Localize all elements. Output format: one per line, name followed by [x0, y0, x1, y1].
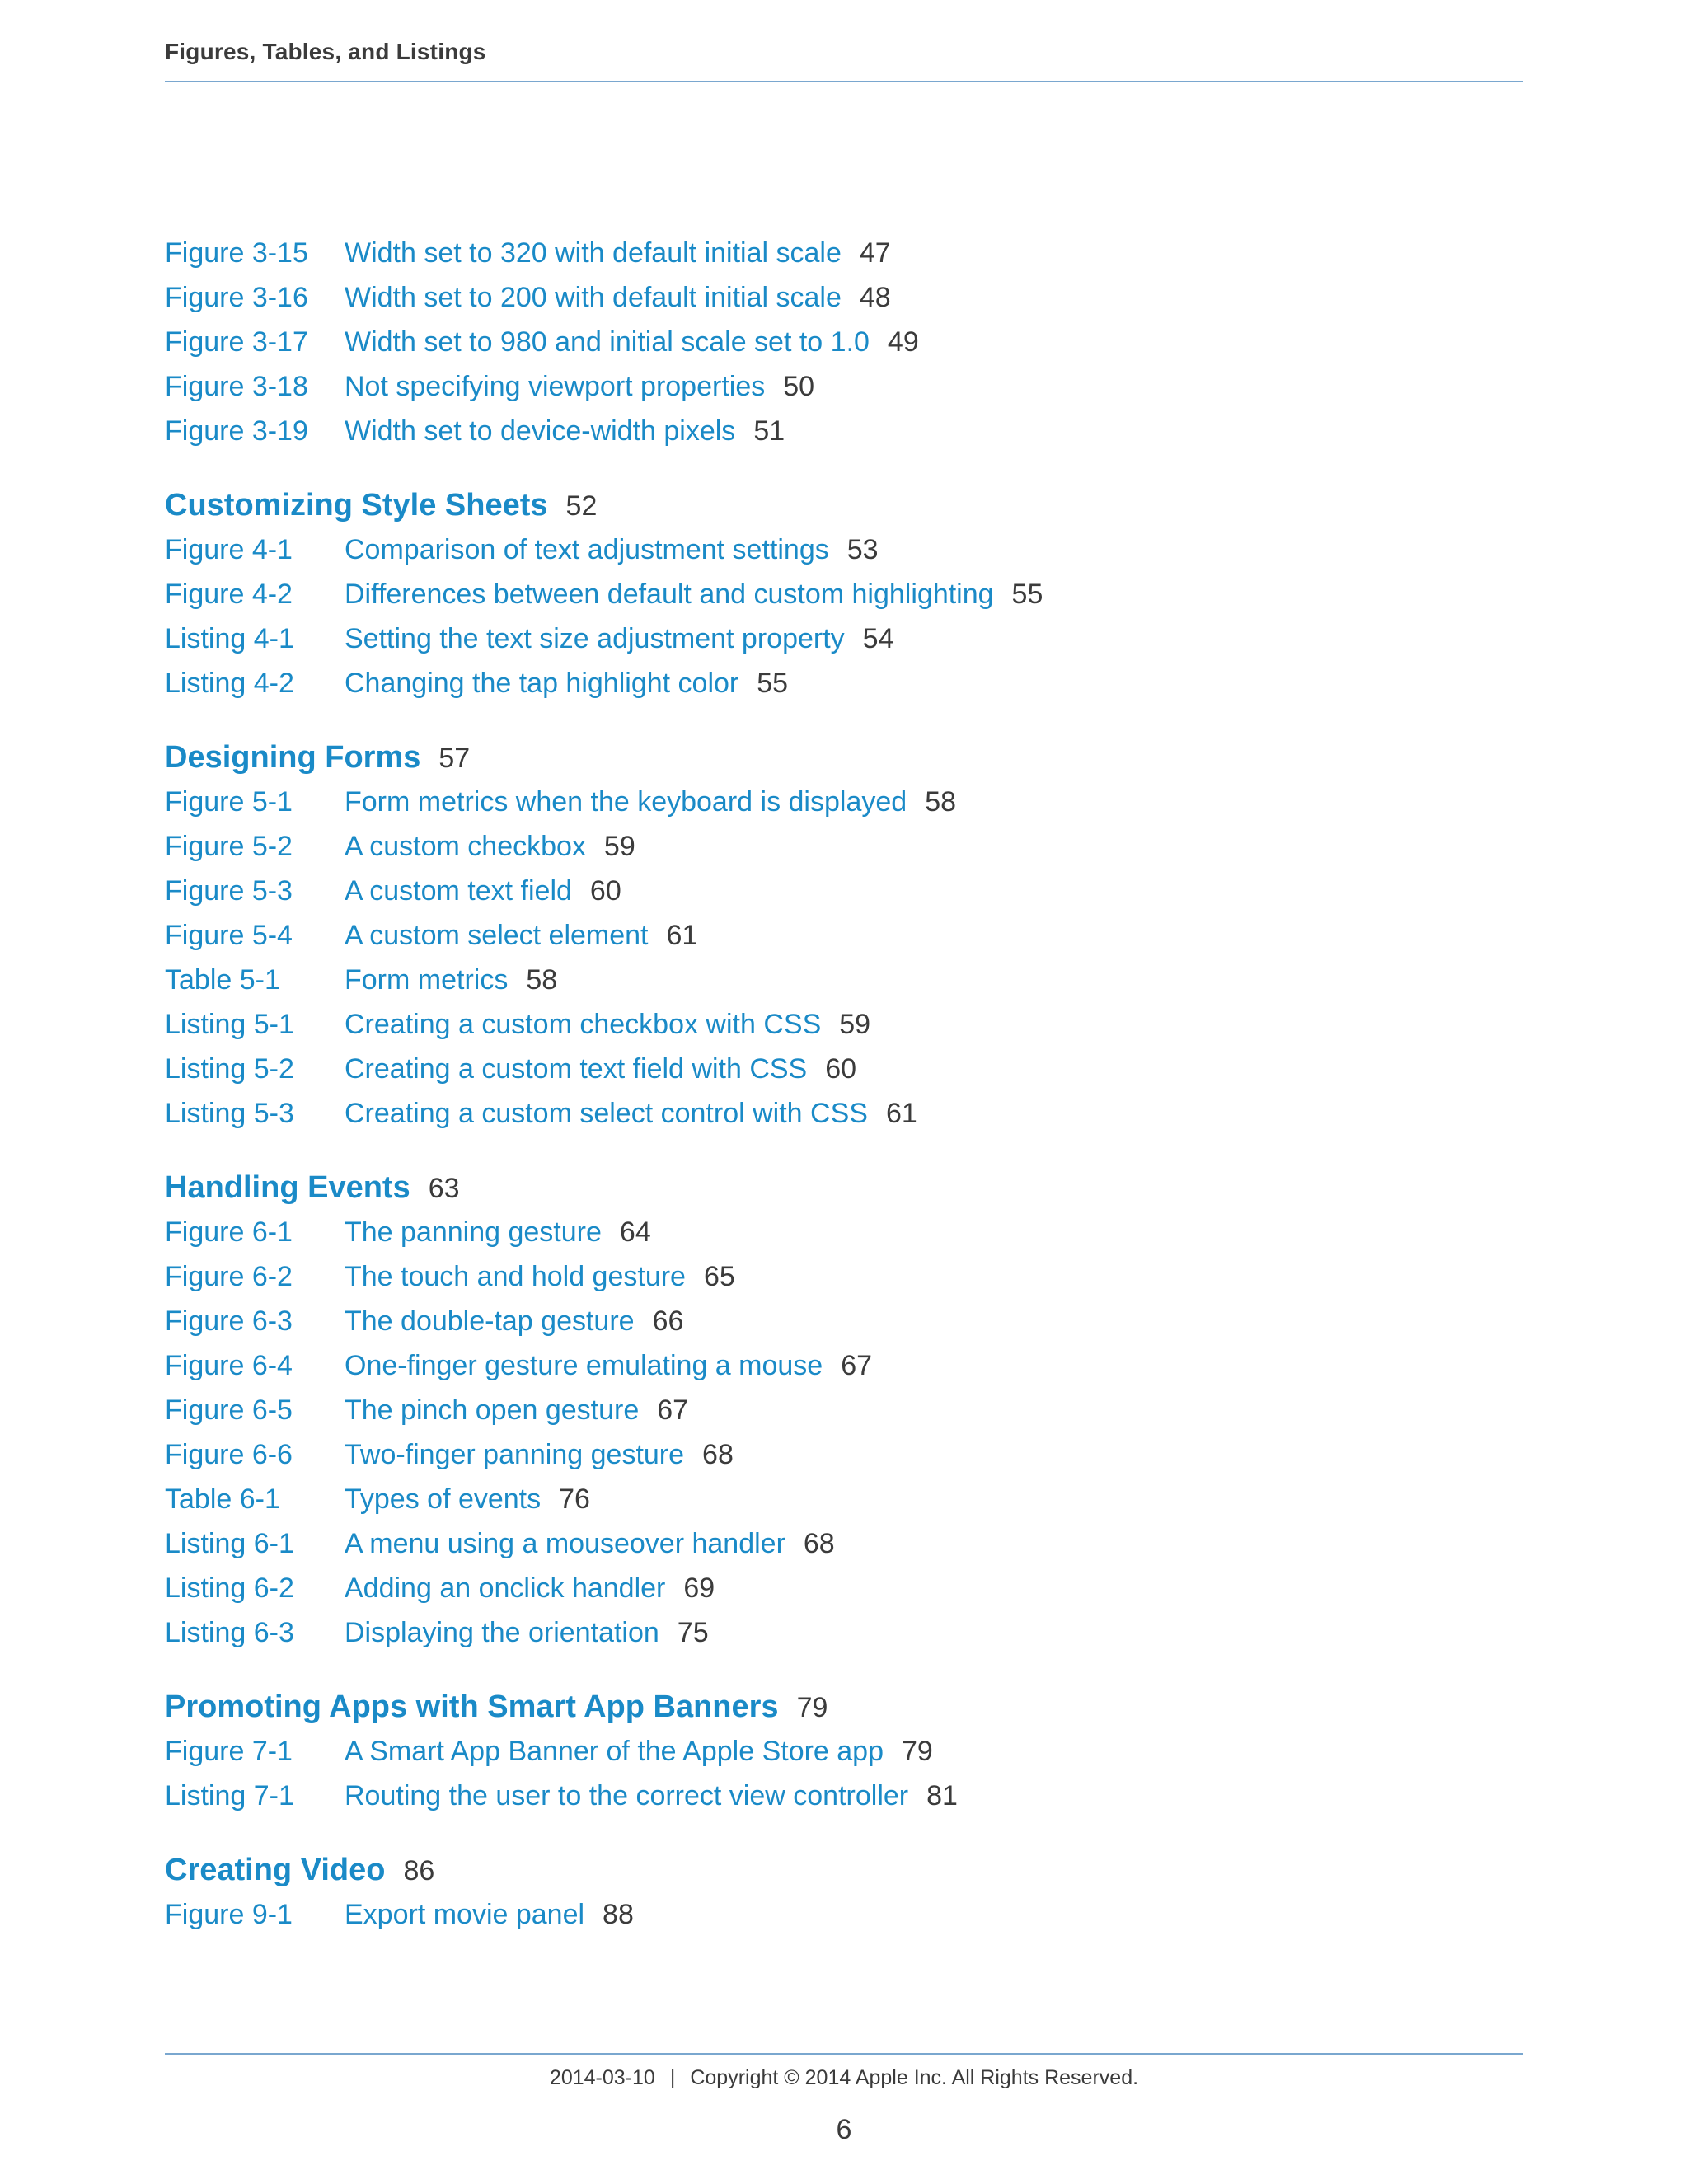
toc-entry-link[interactable] — [165, 409, 1523, 453]
entry-page-number: 55 — [1011, 579, 1043, 610]
entry-page-number: 50 — [783, 371, 815, 402]
toc-entry-link[interactable] — [165, 275, 1523, 320]
toc-entry-link[interactable] — [165, 661, 1523, 705]
entry-title: A menu using a mouseover handler — [345, 1528, 785, 1559]
entry-page-number: 79 — [902, 1736, 933, 1767]
entry-title: A Smart App Banner of the Apple Store app — [345, 1736, 884, 1767]
footer-divider — [165, 2053, 1523, 2055]
entry-title: Types of events — [345, 1483, 542, 1515]
page-number: 6 — [836, 2114, 852, 2145]
entry-page-number: 68 — [803, 1528, 835, 1559]
toc-section — [165, 1848, 1523, 1937]
entry-title: Changing the tap highlight color — [345, 668, 739, 699]
entry-page-number: 51 — [753, 415, 785, 447]
entry-label: Figure 5-3 — [165, 875, 293, 907]
toc-section — [165, 1165, 1523, 1655]
entry-label: Listing 6-1 — [165, 1528, 294, 1559]
chapter-page-number: 57 — [438, 743, 471, 774]
entry-label: Figure 6-6 — [165, 1439, 293, 1470]
entry-title: Width set to 200 with default initial scale — [345, 282, 842, 313]
entry-title: Displaying the orientation — [345, 1617, 659, 1648]
entry-page-number: 48 — [859, 282, 891, 313]
header-divider — [165, 81, 1523, 82]
entry-title: The touch and hold gesture — [345, 1261, 686, 1292]
entry-label: Listing 5-3 — [165, 1098, 294, 1129]
entry-label: Listing 4-1 — [165, 623, 294, 654]
toc-entry-link[interactable] — [165, 958, 1523, 1002]
toc-entry-link[interactable] — [165, 1521, 1523, 1566]
entry-page-number: 59 — [839, 1009, 871, 1040]
toc-section — [165, 1685, 1523, 1818]
chapter-heading-link[interactable] — [165, 1848, 1523, 1892]
chapter-page-number: 52 — [565, 490, 598, 522]
entry-label: Listing 5-2 — [165, 1053, 294, 1085]
entry-page-number: 88 — [603, 1899, 634, 1930]
toc-entry-link[interactable] — [165, 1210, 1523, 1254]
entry-label: Figure 7-1 — [165, 1736, 293, 1767]
entry-title: Adding an onclick handler — [345, 1572, 666, 1604]
entry-label: Figure 3-15 — [165, 237, 308, 269]
toc-entry-link[interactable] — [165, 913, 1523, 958]
entry-label: Figure 4-1 — [165, 534, 293, 565]
entry-title: The panning gesture — [345, 1216, 602, 1248]
entry-label: Figure 4-2 — [165, 579, 293, 610]
entry-title: A custom text field — [345, 875, 572, 907]
entry-title: Not specifying viewport properties — [345, 371, 766, 402]
footer-separator: | — [669, 2066, 676, 2089]
chapter-title: Customizing Style Sheets — [165, 488, 548, 523]
toc-entry-link[interactable] — [165, 364, 1523, 409]
entry-label: Figure 5-1 — [165, 786, 293, 818]
toc-entry-link[interactable] — [165, 1774, 1523, 1818]
chapter-page-number: 86 — [403, 1855, 435, 1886]
toc-entry-link[interactable] — [165, 780, 1523, 824]
entry-title: Two-finger panning gesture — [345, 1439, 685, 1470]
toc-section — [165, 231, 1523, 453]
toc-entry-link[interactable] — [165, 1729, 1523, 1774]
toc-entry-link[interactable] — [165, 1091, 1523, 1136]
entry-page-number: 76 — [559, 1483, 590, 1515]
toc-entry-link[interactable] — [165, 1343, 1523, 1388]
entry-page-number: 58 — [526, 964, 558, 996]
entry-label: Table 6-1 — [165, 1483, 280, 1515]
entry-label: Figure 9-1 — [165, 1899, 293, 1930]
toc-entry-link[interactable] — [165, 1432, 1523, 1477]
entry-label: Figure 6-4 — [165, 1350, 293, 1381]
toc-entry-link[interactable] — [165, 1892, 1523, 1937]
entry-label: Table 5-1 — [165, 964, 280, 996]
entry-page-number: 60 — [825, 1053, 857, 1085]
chapter-page-number: 63 — [428, 1173, 460, 1204]
entry-page-number: 49 — [887, 326, 919, 358]
chapter-title: Handling Events — [165, 1170, 410, 1205]
entry-title: Width set to device-width pixels — [345, 415, 736, 447]
entry-title: Form metrics — [345, 964, 509, 996]
toc-entry-link[interactable] — [165, 824, 1523, 869]
entry-title: Form metrics when the keyboard is displayed — [345, 786, 907, 818]
entry-title: Differences between default and custom highlighting — [345, 579, 994, 610]
entry-page-number: 65 — [703, 1261, 735, 1292]
entry-label: Figure 6-2 — [165, 1261, 293, 1292]
entry-title: Creating a custom select control with CSS — [345, 1098, 868, 1129]
entry-page-number: 66 — [652, 1305, 684, 1337]
entry-page-number: 67 — [841, 1350, 873, 1381]
entry-label: Figure 3-18 — [165, 371, 308, 402]
entry-label: Listing 6-2 — [165, 1572, 294, 1604]
entry-page-number: 55 — [757, 668, 789, 699]
entry-title: Width set to 320 with default initial scale — [345, 237, 842, 269]
entry-page-number: 61 — [885, 1098, 917, 1129]
entry-title: Comparison of text adjustment settings — [345, 534, 829, 565]
toc-section — [165, 483, 1523, 705]
entry-title: Creating a custom checkbox with CSS — [345, 1009, 822, 1040]
toc-entry-link[interactable] — [165, 869, 1523, 913]
entry-title: Setting the text size adjustment property — [345, 623, 845, 654]
toc-entry-link[interactable] — [165, 1254, 1523, 1299]
entry-page-number: 47 — [859, 237, 891, 269]
entry-title: One-finger gesture emulating a mouse — [345, 1350, 823, 1381]
entry-title: Creating a custom text field with CSS — [345, 1053, 808, 1085]
chapter-heading-link[interactable] — [165, 1685, 1523, 1729]
entry-label: Figure 3-16 — [165, 282, 308, 313]
chapter-title: Designing Forms — [165, 740, 421, 775]
entry-page-number: 54 — [862, 623, 894, 654]
entry-label: Listing 7-1 — [165, 1780, 294, 1811]
chapter-title: Promoting Apps with Smart App Banners — [165, 1690, 779, 1724]
running-header-title: Figures, Tables, and Listings — [165, 39, 486, 64]
toc-entry-link[interactable] — [165, 231, 1523, 275]
entry-page-number: 67 — [657, 1394, 689, 1426]
entry-label: Figure 6-1 — [165, 1216, 293, 1248]
entry-label: Listing 5-1 — [165, 1009, 294, 1040]
chapter-title: Creating Video — [165, 1853, 386, 1887]
toc-entry-link[interactable] — [165, 1477, 1523, 1521]
entry-title: Width set to 980 and initial scale set to 1.0 — [345, 326, 870, 358]
entry-page-number: 60 — [589, 875, 621, 907]
toc-entry-link[interactable] — [165, 1047, 1523, 1091]
toc-entry-link[interactable] — [165, 1299, 1523, 1343]
entry-label: Figure 6-5 — [165, 1394, 293, 1426]
toc-entry-link[interactable] — [165, 320, 1523, 364]
chapter-heading-link[interactable] — [165, 1165, 1523, 1210]
entry-label: Figure 5-4 — [165, 920, 293, 951]
toc-entry-link[interactable] — [165, 1566, 1523, 1610]
entry-label: Figure 3-19 — [165, 415, 308, 447]
entry-page-number: 81 — [926, 1780, 958, 1811]
entry-page-number: 58 — [925, 786, 957, 818]
footer-date: 2014-03-10 — [549, 2066, 655, 2089]
entry-label: Figure 3-17 — [165, 326, 308, 358]
entry-title: The double-tap gesture — [345, 1305, 635, 1337]
toc-list — [165, 231, 1523, 1966]
toc-entry-link[interactable] — [165, 1610, 1523, 1655]
entry-label: Listing 4-2 — [165, 668, 294, 699]
toc-entry-link[interactable] — [165, 1388, 1523, 1432]
toc-entry-link[interactable] — [165, 572, 1523, 616]
chapter-heading-link[interactable] — [165, 735, 1523, 780]
entry-page-number: 68 — [702, 1439, 734, 1470]
entry-page-number: 64 — [619, 1216, 651, 1248]
entry-label: Listing 6-3 — [165, 1617, 294, 1648]
footer-copyright: Copyright © 2014 Apple Inc. All Rights Reserved. — [690, 2066, 1139, 2089]
entry-title: A custom checkbox — [345, 831, 586, 862]
entry-page-number: 69 — [683, 1572, 715, 1604]
chapter-heading-link[interactable] — [165, 483, 1523, 527]
toc-entry-link[interactable] — [165, 616, 1523, 661]
entry-title: The pinch open gesture — [345, 1394, 640, 1426]
toc-entry-link[interactable] — [165, 527, 1523, 572]
entry-title: Routing the user to the correct view controller — [345, 1780, 909, 1811]
chapter-page-number: 79 — [796, 1692, 828, 1723]
toc-entry-link[interactable] — [165, 1002, 1523, 1047]
entry-page-number: 53 — [846, 534, 879, 565]
footer-copyright-line — [165, 2066, 1523, 2090]
entry-page-number: 61 — [666, 920, 698, 951]
entry-page-number: 75 — [677, 1617, 709, 1648]
entry-page-number: 59 — [603, 831, 635, 862]
entry-title: Export movie panel — [345, 1899, 585, 1930]
entry-title: A custom select element — [345, 920, 649, 951]
entry-label: Figure 6-3 — [165, 1305, 293, 1337]
toc-section — [165, 735, 1523, 1136]
entry-label: Figure 5-2 — [165, 831, 293, 862]
